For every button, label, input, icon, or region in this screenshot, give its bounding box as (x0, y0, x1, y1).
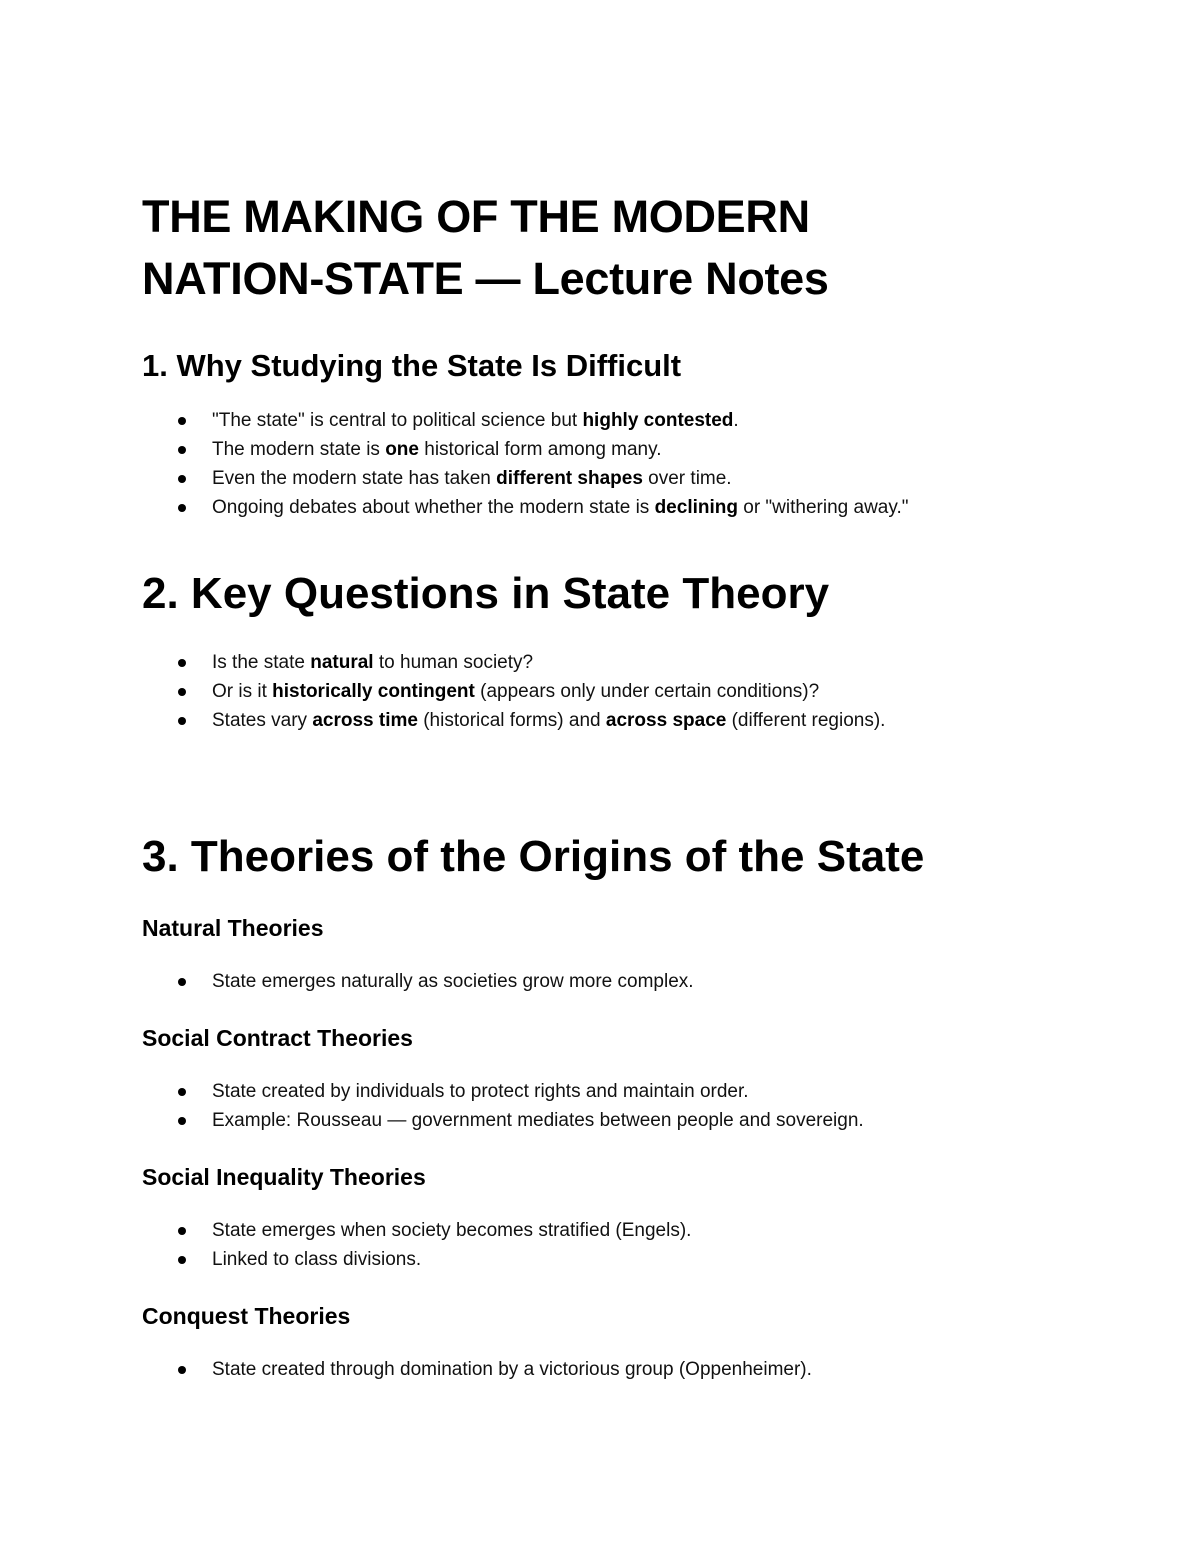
title-line-2: NATION-STATE — Lecture Notes (142, 253, 829, 304)
list-item: The modern state is one historical form among many. (142, 435, 1082, 464)
list-item: State created through domination by a victorious group (Oppenheimer). (142, 1355, 1082, 1384)
social-contract-list (142, 1077, 1082, 1135)
social-contract-heading: Social Contract Theories (142, 1025, 413, 1051)
section-2-heading: 2. Key Questions in State Theory (142, 569, 830, 618)
section-3-heading: 3. Theories of the Origins of the State (142, 832, 925, 881)
list-item: Or is it historically contingent (appears only under certain conditions)? (142, 677, 1082, 706)
section-1-list (142, 406, 1082, 522)
conquest-theories-heading: Conquest Theories (142, 1303, 351, 1329)
natural-theories-list (142, 967, 1082, 996)
list-item: "The state" is central to political science but highly contested. (142, 406, 1082, 435)
list-item: States vary across time (historical forms) and across space (different regions). (142, 706, 1082, 735)
document-body (142, 186, 1082, 1384)
list-item: State emerges naturally as societies grow more complex. (142, 967, 1082, 996)
list-item: Ongoing debates about whether the modern state is declining or "withering away." (142, 493, 1082, 522)
list-item: Even the modern state has taken different shapes over time. (142, 464, 1082, 493)
list-item: State emerges when society becomes stratified (Engels). (142, 1216, 1082, 1245)
social-inequality-heading: Social Inequality Theories (142, 1164, 426, 1190)
social-inequality-list (142, 1216, 1082, 1274)
section-2-list (142, 648, 1082, 735)
document-title (142, 186, 1082, 310)
list-item: Linked to class divisions. (142, 1245, 1082, 1274)
natural-theories-heading: Natural Theories (142, 915, 324, 941)
list-item: Is the state natural to human society? (142, 648, 1082, 677)
list-item: State created by individuals to protect rights and maintain order. (142, 1077, 1082, 1106)
section-1-heading: 1. Why Studying the State Is Difficult (142, 348, 682, 383)
list-item: Example: Rousseau — government mediates between people and sovereign. (142, 1106, 1082, 1135)
title-line-1: THE MAKING OF THE MODERN (142, 191, 810, 242)
conquest-theories-list (142, 1355, 1082, 1384)
